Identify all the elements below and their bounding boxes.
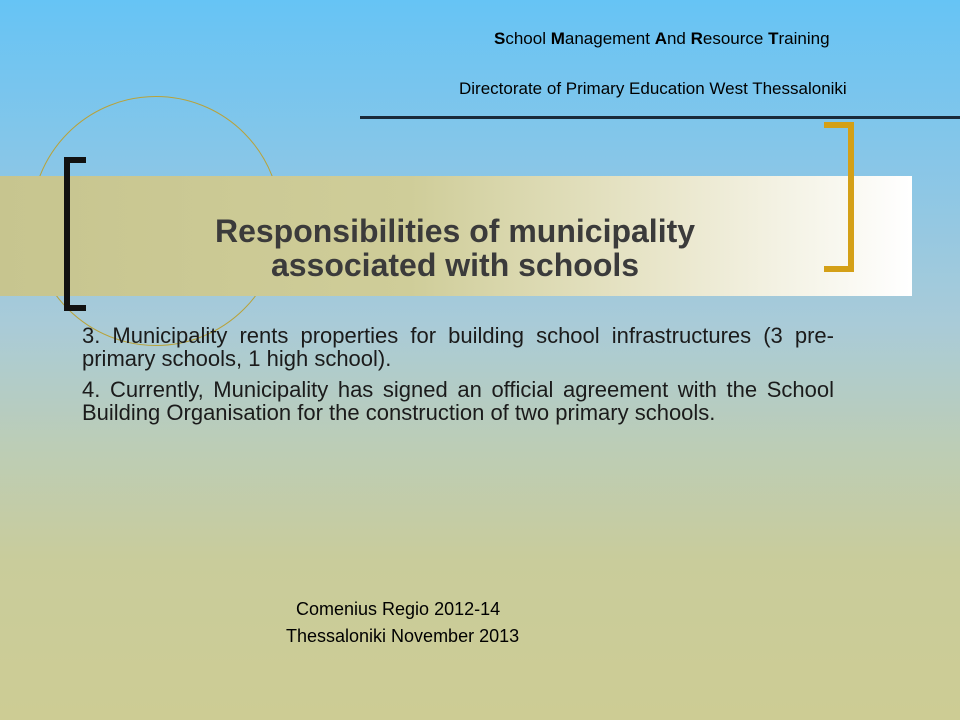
slide-title <box>120 214 790 282</box>
slide-body <box>82 324 834 432</box>
org-initial: R <box>690 29 703 48</box>
org-word-rest: nd <box>666 29 691 48</box>
directorate-name: Directorate of Primary Education West Thessaloniki <box>459 79 847 98</box>
org-word-rest: raining <box>778 29 830 48</box>
right-bracket-decoration <box>824 122 854 272</box>
footer-project: Comenius Regio 2012-14 <box>296 599 501 619</box>
org-word-rest: anagement <box>564 29 655 48</box>
left-bracket-decoration <box>64 157 86 311</box>
org-initial: M <box>550 29 565 48</box>
slide-title-line1: Responsibilities of municipality <box>214 213 696 249</box>
org-initial: T <box>768 29 779 48</box>
body-paragraph: 4. Currently, Municipality has signed an official agreement with the School Building Organisation for the construction of two primary schools. <box>82 377 834 425</box>
slide-title-line2: associated with schools <box>270 247 640 283</box>
organization-name <box>494 29 830 49</box>
org-word-rest: esource <box>702 29 769 48</box>
org-word-rest: chool <box>505 29 551 48</box>
footer-date: Thessaloniki November 2013 <box>286 626 520 646</box>
header-divider <box>360 116 960 119</box>
org-initial: S <box>494 29 506 48</box>
body-paragraph: 3. Municipality rents properties for building school infrastructures (3 pre-primary schools, 1 high school). <box>82 323 834 371</box>
org-initial: A <box>654 29 667 48</box>
